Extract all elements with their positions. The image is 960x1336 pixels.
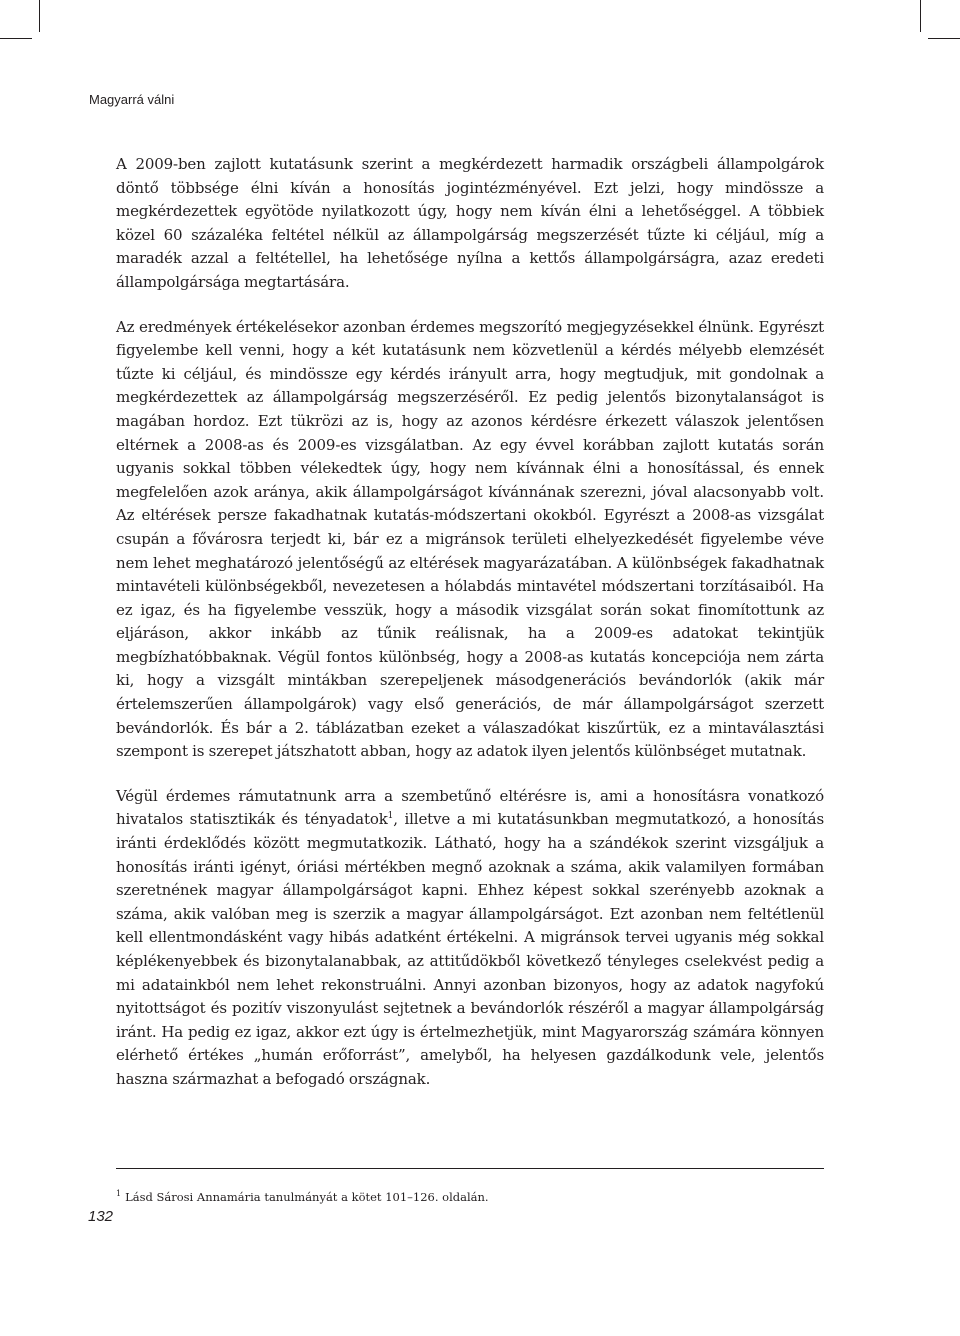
footnote — [116, 1186, 824, 1205]
footnote-reference[interactable]: 1 — [387, 811, 394, 822]
paragraph-3-text-after: , illetve a mi kutatásunkban megmutatkozó, a honosítás iránti érdeklődés között megmutatkozik. Látható, hogy ha a szándékok szerint vizsgáljuk a honosítás iránti igényt, óriási mértékben megnő azoknak a száma, akik valamilyen formában szeretnének magyar állampolgárságot kapni. Ehhez képest sokkal szerényebb azoknak a száma, akik valóban meg is szerzik a magyar állampolgárságot. Ezt azonban nem feltétlenül kell ellentmondásként vagy hibás adatként értékelni. A migránsok tervei ugyanis még sokkal képlékenyebbek és bizonytalanabbak, az attitűdökből következő tényleges cselekvést pedig a mi adatainkból nem lehet rekonstruálni. Annyi azonban bizonyos, hogy az adatok nagyfokú nyitottságot és pozitív viszonyulást sejtetnek a bevándorlók részéről a magyar állampolgárság iránt. Ha pedig ez igaz, akkor ezt úgy is értelmezhetjük, mint Magyarország számára könnyen elérhető értékes „humán erőforrást”, amelyből, ha helyesen gazdálkodunk vele, jelentős haszna származhat a befogadó országnak. — [116, 810, 824, 1088]
crop-mark-top-left — [39, 0, 40, 32]
paragraph-1: A 2009-ben zajlott kutatásunk szerint a megkérdezett harmadik országbeli állampolgárok döntő többsége élni kíván a honosítás jogintézményével. Ezt jelzi, hogy mindössze a megkérdezettek egyötöde nyilatkozott úgy, hogy nem kíván élni a lehetőséggel. A többiek közel 60 százaléka feltétel nélkül az állampolgárság megszerzését tűzte ki céljául, míg a maradék azzal a feltétellel, ha lehetősége nyílna a kettős állampolgárságra, azaz eredeti állampolgársága megtartására. — [116, 155, 824, 291]
footnote-divider — [116, 1168, 824, 1169]
footnote-text: Lásd Sárosi Annamária tanulmányát a kötet 101–126. oldalán. — [125, 1189, 489, 1204]
paragraph-3-text-before: Végül érdemes rámutatnunk arra a szembetűnő eltérésre is, ami a honosításra vonatkozó hivatalos statisztikák és tényadatok — [116, 786, 824, 829]
paragraph-3 — [116, 785, 824, 1092]
body-text — [116, 153, 824, 1092]
crop-mark-top-right — [920, 0, 921, 32]
crop-mark-top-right-horizontal — [928, 38, 960, 39]
page-number: 132 — [88, 1208, 114, 1225]
footnote-number: 1 — [116, 1189, 122, 1198]
running-head: Magyarrá válni — [89, 92, 175, 107]
crop-mark-top-left-horizontal — [0, 38, 32, 39]
paragraph-2: Az eredmények értékelésekor azonban érdemes megszorító megjegyzésekkel élnünk. Egyrészt figyelembe kell venni, hogy a két kutatásunk nem közvetlenül a kérdés mélyebb elemzését tűzte ki céljául, és mindössze egy kérdés irányult arra, hogy megtudjuk, mit gondolnak a megkérdezettek az állampolgárság megszerzéséről. Ez pedig jelentős bizonytalanságot is magában hordoz. Ezt tükrözi az is, hogy az azonos kérdésre érkezett válaszok jelentősen eltérnek a 2008-as és 2009-es vizsgálatban. Az egy évvel korábban zajlott kutatás során ugyanis sokkal többen vélekedtek úgy, hogy nem kívánnak élni a honosítással, és ennek megfelelően azok aránya, akik állampolgárságot kívánnának szerezni, jóval alacsonyabb volt. Az eltérések persze fakadhatnak kutatás-módszertani okokból. Egyrészt a 2008-as vizsgálat csupán a fővárosra terjedt ki, bár ez a migránsok területi elhelyezkedését figyelembe véve nem lehet meghatározó jelentőségű az eltérések magyarázatában. A különbségek fakadhatnak mintavételi különbségekből, nevezetesen a hólabdás mintavétel módszertani torzításaiból. Ha ez igaz, és ha figyelembe vesszük, hogy a második vizsgálat során sokat finomítottunk az eljáráson, akkor inkább az tűnik reálisnak, ha a 2009-es adatokat tekintjük megbízhatóbbaknak. Végül fontos különbség, hogy a 2008-as kutatás koncepciója nem zárta ki, hogy a vizsgált mintákban szerepeljenek másodgenerációs bevándorlók (akik már értelemszerűen állampolgárok) vagy első generációs, de már állampolgárságot szerzett bevándorlók. És bár a 2. táblázatban ezeket a válaszadókat kiszűrtük, ez a mintaválasztási szempont is szerepet játszhatott abban, hogy az adatok ilyen jelentős különbséget mutatnak. — [116, 317, 824, 761]
